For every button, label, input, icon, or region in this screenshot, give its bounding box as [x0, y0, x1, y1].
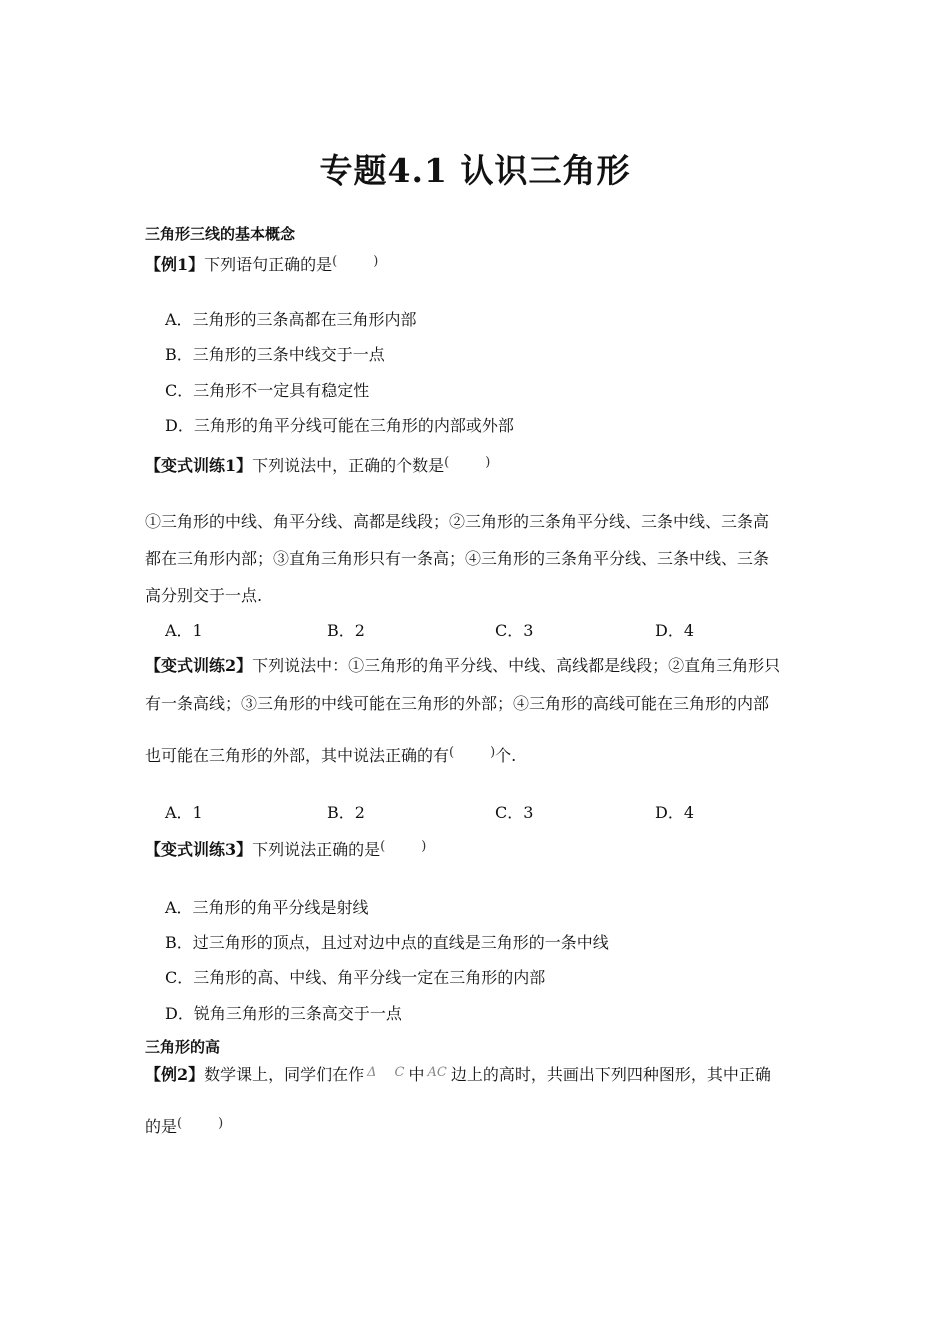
page-title: 专题4.1 认识三角形	[319, 151, 631, 190]
example-2-text-after: 边上的高时，共画出下列四种图形，其中正确	[450, 1065, 771, 1084]
example-1-option-c[interactable]: C．三角形不一定具有稳定性	[165, 381, 370, 400]
example-2-text-before: 数学课上，同学们在作	[204, 1065, 365, 1084]
variant-3-tag: 【变式训练3】	[145, 840, 253, 859]
answer-paren-close: )	[218, 1116, 224, 1131]
variant-2-line-1	[145, 653, 780, 676]
variant-2-text-after: 个.	[495, 746, 517, 765]
example-1-option-a[interactable]: A．三角形的三条高都在三角形内部	[165, 310, 417, 329]
example-2-text-line-2: 的是	[145, 1117, 178, 1136]
variant-1-stem	[145, 453, 490, 476]
variant-2-option-b[interactable]: B．2	[327, 803, 365, 822]
answer-paren-open: (	[449, 745, 455, 760]
variant-1-tag: 【变式训练1】	[145, 456, 253, 475]
variant-1-body-line-1: ①三角形的中线、角平分线、高都是线段；②三角形的三条角平分线、三条中线、三条高	[145, 512, 770, 531]
example-2-line-1	[145, 1062, 771, 1085]
variant-2-line-2: 有一条高线；③三角形的中线可能在三角形的外部；④三角形的高线可能在三角形的内部	[145, 694, 770, 713]
variant-2-option-c[interactable]: C．3	[495, 803, 534, 822]
math-side-ac: AC	[427, 1065, 447, 1080]
answer-paren-open: (	[332, 254, 338, 269]
answer-paren-open: (	[177, 1116, 183, 1131]
answer-paren-close: )	[490, 745, 496, 760]
example-1-stem	[145, 252, 378, 275]
variant-1-option-d[interactable]: D．4	[655, 621, 695, 640]
example-1-tag: 【例1】	[145, 255, 205, 274]
example-1-option-d[interactable]: D．三角形的角平分线可能在三角形的内部或外部	[165, 416, 514, 435]
variant-1-option-b[interactable]: B．2	[327, 621, 365, 640]
example-2-tag: 【例2】	[145, 1065, 205, 1084]
example-1-option-b[interactable]: B．三角形的三条中线交于一点	[165, 345, 385, 364]
answer-paren-open: (	[380, 839, 386, 854]
section-heading-three-lines: 三角形三线的基本概念	[145, 225, 296, 243]
answer-paren-close: )	[421, 839, 427, 854]
variant-2-tag: 【变式训练2】	[145, 656, 253, 675]
answer-paren-open: (	[444, 455, 450, 470]
variant-3-text: 下列说法正确的是	[252, 840, 381, 859]
variant-2-line-3	[145, 743, 516, 766]
variant-3-stem	[145, 837, 426, 860]
variant-3-option-a[interactable]: A．三角形的角平分线是射线	[165, 898, 369, 917]
variant-3-option-d[interactable]: D．锐角三角形的三条高交于一点	[165, 1004, 402, 1023]
variant-1-text: 下列说法中，正确的个数是	[252, 456, 445, 475]
variant-1-body-line-3: 高分别交于一点.	[145, 586, 263, 605]
variant-1-option-a[interactable]: A．1	[165, 621, 203, 640]
variant-2-option-d[interactable]: D．4	[655, 803, 695, 822]
section-heading-altitude: 三角形的高	[145, 1038, 221, 1056]
example-2-text-mid: 中	[408, 1065, 425, 1084]
variant-3-option-c[interactable]: C．三角形的高、中线、角平分线一定在三角形的内部	[165, 968, 546, 987]
example-2-line-2	[145, 1114, 223, 1137]
math-delta: Δ	[367, 1065, 377, 1080]
example-1-text: 下列语句正确的是	[204, 255, 333, 274]
variant-2-option-a[interactable]: A．1	[165, 803, 203, 822]
variant-2-text: 下列说法中：①三角形的角平分线、中线、高线都是线段；②直角三角形只	[252, 656, 781, 675]
variant-1-body-line-2: 都在三角形内部；③直角三角形只有一条高；④三角形的三条角平分线、三条中线、三条	[145, 549, 770, 568]
variant-1-option-c[interactable]: C．3	[495, 621, 534, 640]
answer-paren-close: )	[373, 254, 379, 269]
variant-3-option-b[interactable]: B．过三角形的顶点，且过对边中点的直线是三角形的一条中线	[165, 933, 609, 952]
answer-paren-close: )	[485, 455, 491, 470]
math-vertex-c: C	[394, 1065, 405, 1080]
variant-2-text-before: 也可能在三角形的外部，其中说法正确的有	[145, 746, 450, 765]
